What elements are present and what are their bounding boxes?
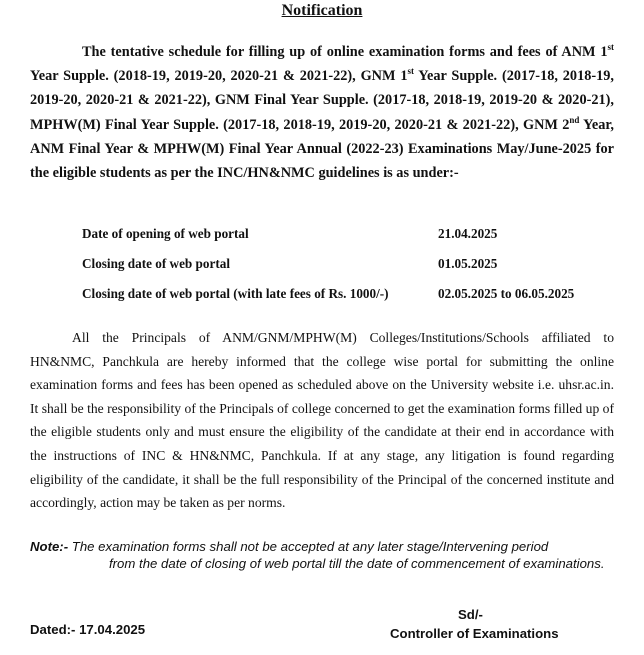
intro-paragraph [30, 40, 614, 185]
intro-text-4: Year, ANM Final Year & MPHW(M) Final Year Annual (2022-23) Examinations May/June-2025 for the eligible students as per the INC/HN&NMC guidelines is as under:- [30, 116, 614, 182]
schedule-label: Closing date of web portal [82, 256, 230, 271]
signature-designation: Controller of Examinations [390, 626, 559, 641]
intro-text-2: Year Supple. (2018-19, 2019-20, 2020-21 & 2021-22), GNM 1 [30, 68, 408, 85]
schedule-date: 02.05.2025 to 06.05.2025 [438, 286, 575, 301]
schedule-date: 21.04.2025 [438, 226, 498, 241]
intro-sup-2: st [407, 66, 414, 77]
note-label: Note:- [30, 539, 69, 554]
intro-text-1: The tentative schedule for filling up of online examination forms and fees of ANM 1 [82, 44, 608, 60]
dated-line: Dated:- 17.04.2025 [30, 622, 146, 637]
body-text: All the Principals of ANM/GNM/MPHW(M) Colleges/Institutions/Schools affiliated to HN&NMC, Panchkula are hereby informed that the college wise portal for submitting the online examination forms and fees has been opened as scheduled above on the University website i.e. uhsr.ac.in. It shall be the responsibility of the Principals of college concerned to get the examination forms filled up of the eligible students only and must ensure the eligibility of the candidate at their end in accordance with the instructions of INC & HN&NMC, Panchkula. If at any stage, any litigation is found regarding eligibility of the candidate, it shall be the full responsibility of the Principal of the concerned institute and accordingly, action may be taken as per norms. [30, 330, 614, 511]
schedule-row [82, 286, 622, 316]
schedule-label: Closing date of web portal (with late fees of Rs. 1000/-) [82, 286, 389, 301]
schedule-label: Date of opening of web portal [82, 226, 249, 241]
page-title: Notification [281, 2, 363, 19]
note-line-1: The examination forms shall not be accepted at any later stage/Intervening period [71, 539, 549, 554]
schedule-table [82, 226, 622, 316]
body-paragraph [30, 326, 614, 515]
signature-sd: Sd/- [458, 607, 483, 622]
intro-sup-1: st [607, 42, 614, 53]
intro-sup-3: nd [569, 114, 580, 125]
note-block [30, 538, 614, 572]
intro-text-3: Year Supple. (2017-18, 2018-19, 2019-20, 2020-21 & 2021-22), GNM Final Year Supple. (2017-18, 2018-19, 2019-20 & 2020-21), MPHW(M) Final Year Supple. (2017-18, 2018-19, 2019-20, 2020-21 & 2021-22), GNM 2 [30, 68, 614, 133]
schedule-row [82, 226, 622, 256]
note-line-2: from the date of closing of web portal till the date of commencement of examinations. [109, 556, 605, 571]
schedule-date: 01.05.2025 [438, 256, 498, 271]
schedule-row [82, 256, 622, 286]
